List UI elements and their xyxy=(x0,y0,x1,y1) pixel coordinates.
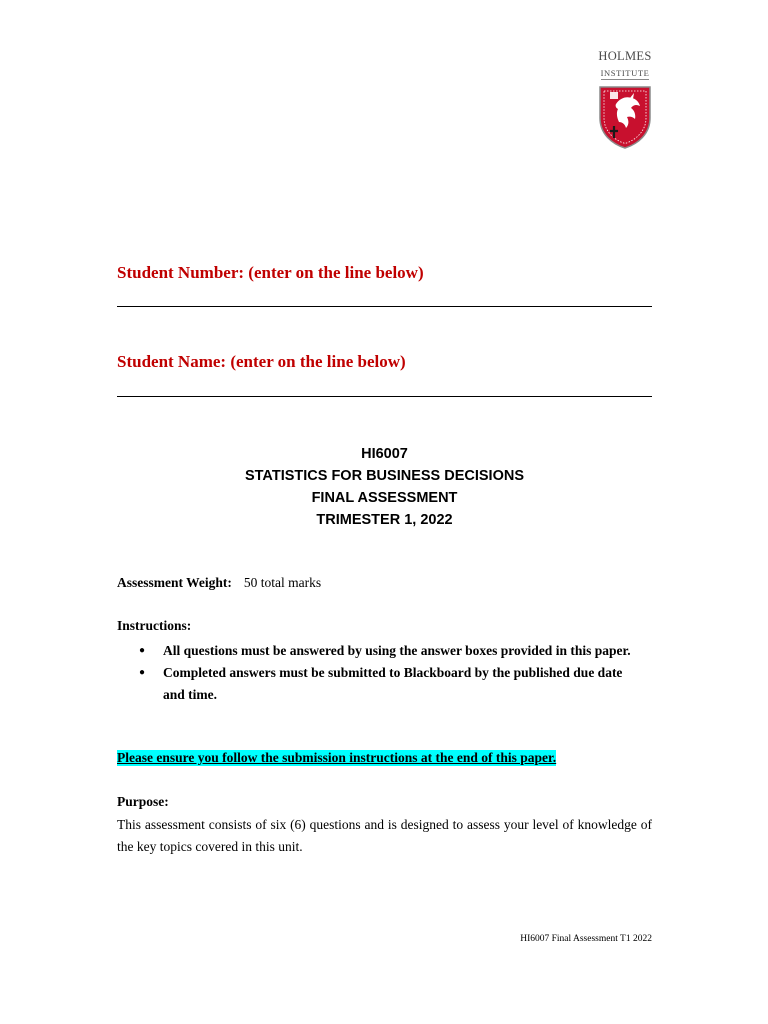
list-item xyxy=(117,640,637,662)
bullet-icon: ● xyxy=(139,645,146,656)
assessment-title-block xyxy=(117,443,652,531)
griffin-shield-icon xyxy=(596,84,654,150)
logo-name-top: HOLMES xyxy=(598,49,652,63)
list-item xyxy=(117,662,637,706)
assessment-weight-label: Assessment Weight: xyxy=(117,575,232,590)
course-title: STATISTICS FOR BUSINESS DECISIONS xyxy=(244,468,525,484)
assessment-weight xyxy=(117,575,321,591)
course-code: HI6007 xyxy=(361,446,408,462)
instructions-heading: Instructions: xyxy=(117,618,192,633)
logo-name-bottom: INSTITUTE xyxy=(601,69,650,81)
student-name-label: Student Name: (enter on the line below) xyxy=(117,352,406,371)
institute-logo xyxy=(595,50,655,150)
page-footer: HI6007 Final Assessment T1 2022 xyxy=(520,934,652,944)
assessment-term: TRIMESTER 1, 2022 xyxy=(316,512,453,528)
assessment-type: FINAL ASSESSMENT xyxy=(311,490,458,506)
student-number-label: Student Number: (enter on the line below) xyxy=(117,263,424,282)
student-name-line[interactable] xyxy=(117,396,652,397)
submission-notice: Please ensure you follow the submission instructions at the end of this paper. xyxy=(117,750,557,765)
instruction-text: All questions must be answered by using the answer boxes provided in this paper. xyxy=(163,643,631,658)
instructions-list xyxy=(117,640,637,706)
purpose-text: This assessment consists of six (6) questions and is designed to assess your level of knowledge of the key topics covered in this unit. xyxy=(117,817,652,854)
purpose-heading: Purpose: xyxy=(117,794,169,809)
bullet-icon: ● xyxy=(139,667,146,678)
instruction-text: Completed answers must be submitted to Blackboard by the published due date and time. xyxy=(163,665,623,702)
student-number-line[interactable] xyxy=(117,306,652,307)
assessment-weight-value: 50 total marks xyxy=(243,575,322,590)
